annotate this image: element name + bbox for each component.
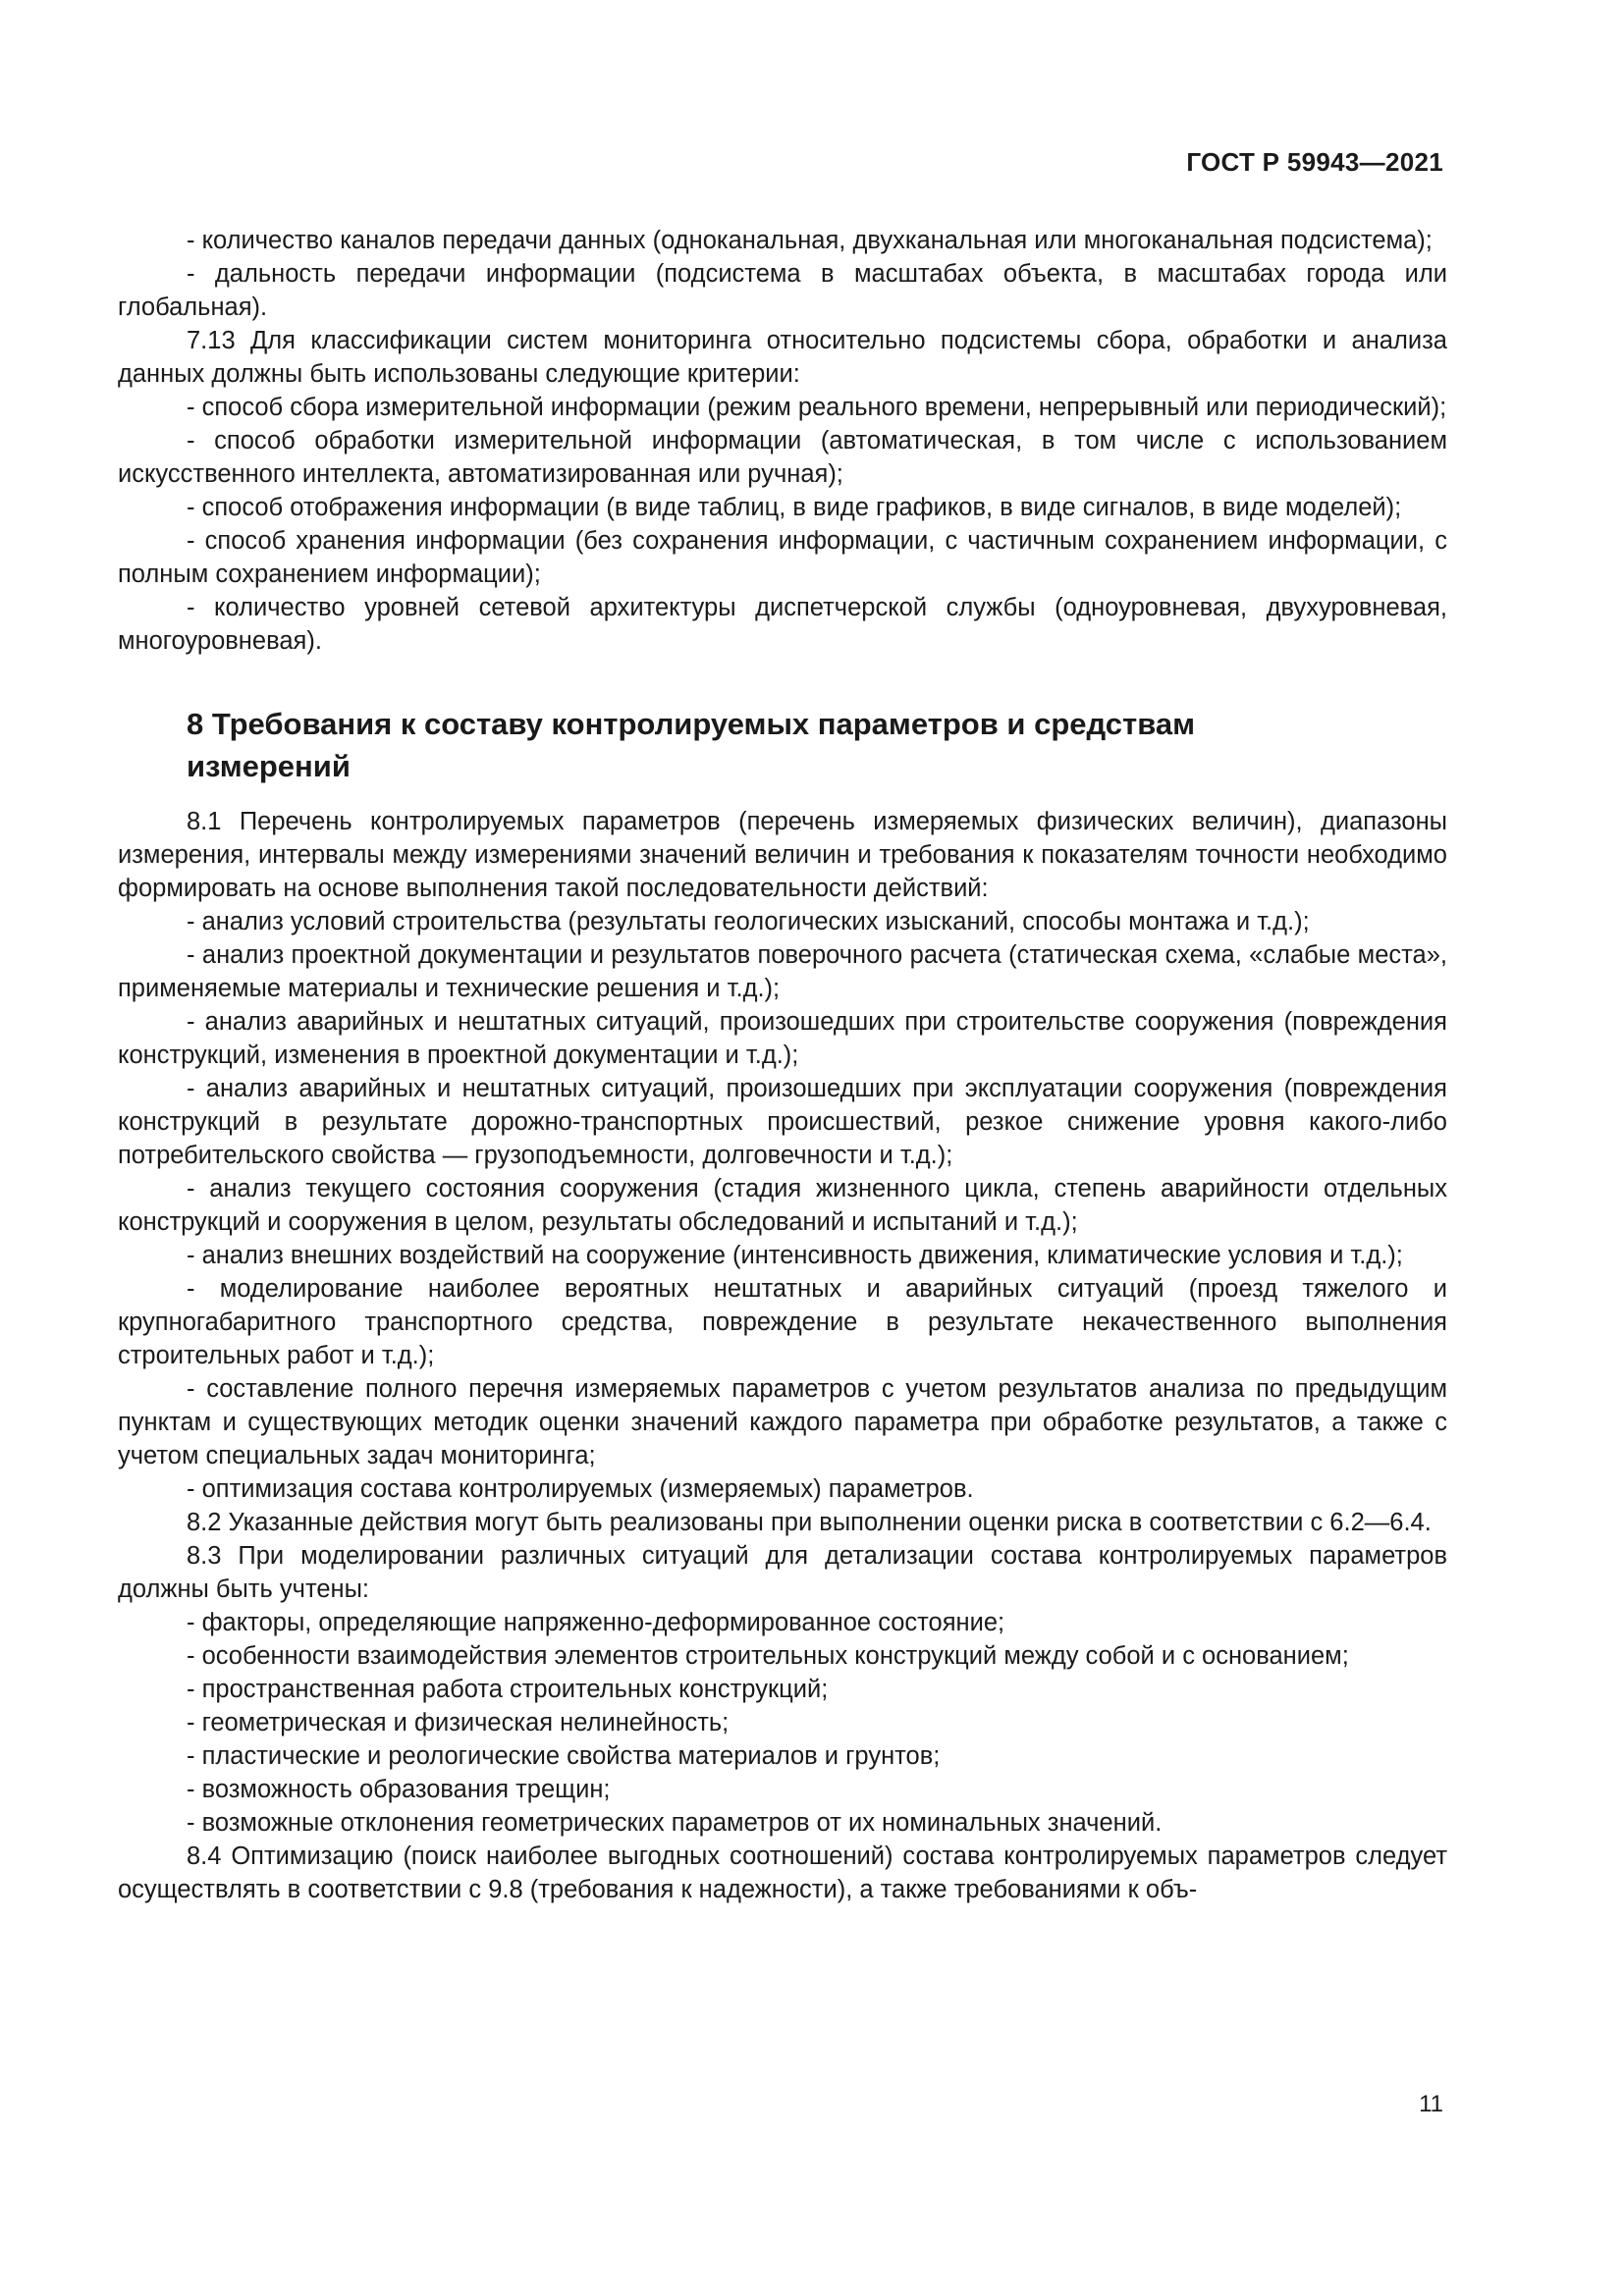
paragraph: - геометрическая и физическая нелинейность; xyxy=(187,1709,730,1736)
paragraph: 7.13 Для классификации систем мониторинга относительно подсистемы сбора, обработки и анализа данных должны быть использованы следующие критерии: xyxy=(118,327,1447,388)
paragraph: - пластические и реологические свойства материалов и грунтов; xyxy=(187,1742,941,1770)
paragraph: - дальность передачи информации (подсистема в масштабах объекта, в масштабах города или глобальная). xyxy=(118,260,1447,321)
paragraph: - анализ аварийных и нештатных ситуаций, произошедших при эксплуатации сооружения (повреждения конструкций в результате дорожно-транспортных происшествий, резкое снижение уровня какого-либо потребительского свойства — грузоподъемности, долговечности и т.д.); xyxy=(118,1075,1447,1169)
page-content xyxy=(118,224,1447,1906)
document-code-header: ГОСТ Р 59943—2021 xyxy=(1186,147,1443,177)
section-heading: 8 Требования к составу контролируемых параметров и средствам измерений xyxy=(187,707,1196,783)
paragraph: - способ отображения информации (в виде таблиц, в виде графиков, в виде сигналов, в виде моделей); xyxy=(187,494,1402,521)
paragraph: - способ хранения информации (без сохранения информации, с частичным сохранением информации, с полным сохранением информации); xyxy=(118,527,1447,588)
paragraph: - способ обработки измерительной информации (автоматическая, в том числе с использованием искусственного интеллекта, автоматизированная или ручная); xyxy=(118,427,1447,488)
paragraph: - составление полного перечня измеряемых параметров с учетом результатов анализа по предыдущим пунктам и существующих методик оценки значений каждого параметра при обработке результатов, а также с учетом специальных задач мониторинга; xyxy=(118,1375,1447,1469)
paragraph: - количество каналов передачи данных (одноканальная, двухканальная или многоканальная подсистема); xyxy=(187,227,1433,254)
paragraph: - оптимизация состава контролируемых (измеряемых) параметров. xyxy=(187,1475,974,1503)
paragraph: 8.2 Указанные действия могут быть реализованы при выполнении оценки риска в соответствии с 6.2—6.4. xyxy=(187,1509,1432,1536)
paragraph: - возможные отклонения геометрических параметров от их номинальных значений. xyxy=(187,1809,1163,1837)
paragraph: - анализ текущего состояния сооружения (стадия жизненного цикла, степень аварийности отдельных конструкций и сооружения в целом, результаты обследований и испытаний и т.д.); xyxy=(118,1175,1447,1236)
paragraph: - моделирование наиболее вероятных нештатных и аварийных ситуаций (проезд тяжелого и крупногабаритного транспортного средства, повреждение в результате некачественного выполнения строительных работ и т.д.); xyxy=(118,1275,1447,1369)
paragraph: 8.4 Оптимизацию (поиск наиболее выгодных соотношений) состава контролируемых параметров следует осуществлять в соответствии с 9.8 (требования к надежности), а также требованиями к объ- xyxy=(118,1842,1447,1903)
paragraph: - анализ внешних воздействий на сооружение (интенсивность движения, климатические условия и т.д.); xyxy=(187,1242,1403,1269)
paragraph: - анализ аварийных и нештатных ситуаций, произошедших при строительстве сооружения (повреждения конструкций, изменения в проектной документации и т.д.); xyxy=(118,1008,1447,1069)
paragraph: - особенности взаимодействия элементов строительных конструкций между собой и с основанием; xyxy=(187,1642,1349,1670)
paragraph: - способ сбора измерительной информации (режим реального времени, непрерывный или периодический); xyxy=(187,394,1447,421)
paragraph: 8.3 При моделировании различных ситуаций для детализации состава контролируемых параметров должны быть учтены: xyxy=(118,1542,1447,1603)
paragraph: - факторы, определяющие напряженно-деформированное состояние; xyxy=(187,1609,1005,1636)
paragraph: - пространственная работа строительных конструкций; xyxy=(187,1676,829,1703)
page-number: 11 xyxy=(1419,2091,1443,2117)
paragraph: 8.1 Перечень контролируемых параметров (перечень измеряемых физических величин), диапазоны измерения, интервалы между измерениями значений величин и требования к показателям точности необходимо формировать на основе выполнения такой последовательности действий: xyxy=(118,808,1447,902)
paragraph: - анализ проектной документации и результатов поверочного расчета (статическая схема, «слабые места», применяемые материалы и технические решения и т.д.); xyxy=(118,941,1447,1002)
paragraph: - количество уровней сетевой архитектуры диспетчерской службы (одноуровневая, двухуровневая, многоуровневая). xyxy=(118,594,1447,655)
paragraph: - возможность образования трещин; xyxy=(187,1776,611,1803)
paragraph: - анализ условий строительства (результаты геологических изысканий, способы монтажа и т.д.); xyxy=(187,908,1310,935)
